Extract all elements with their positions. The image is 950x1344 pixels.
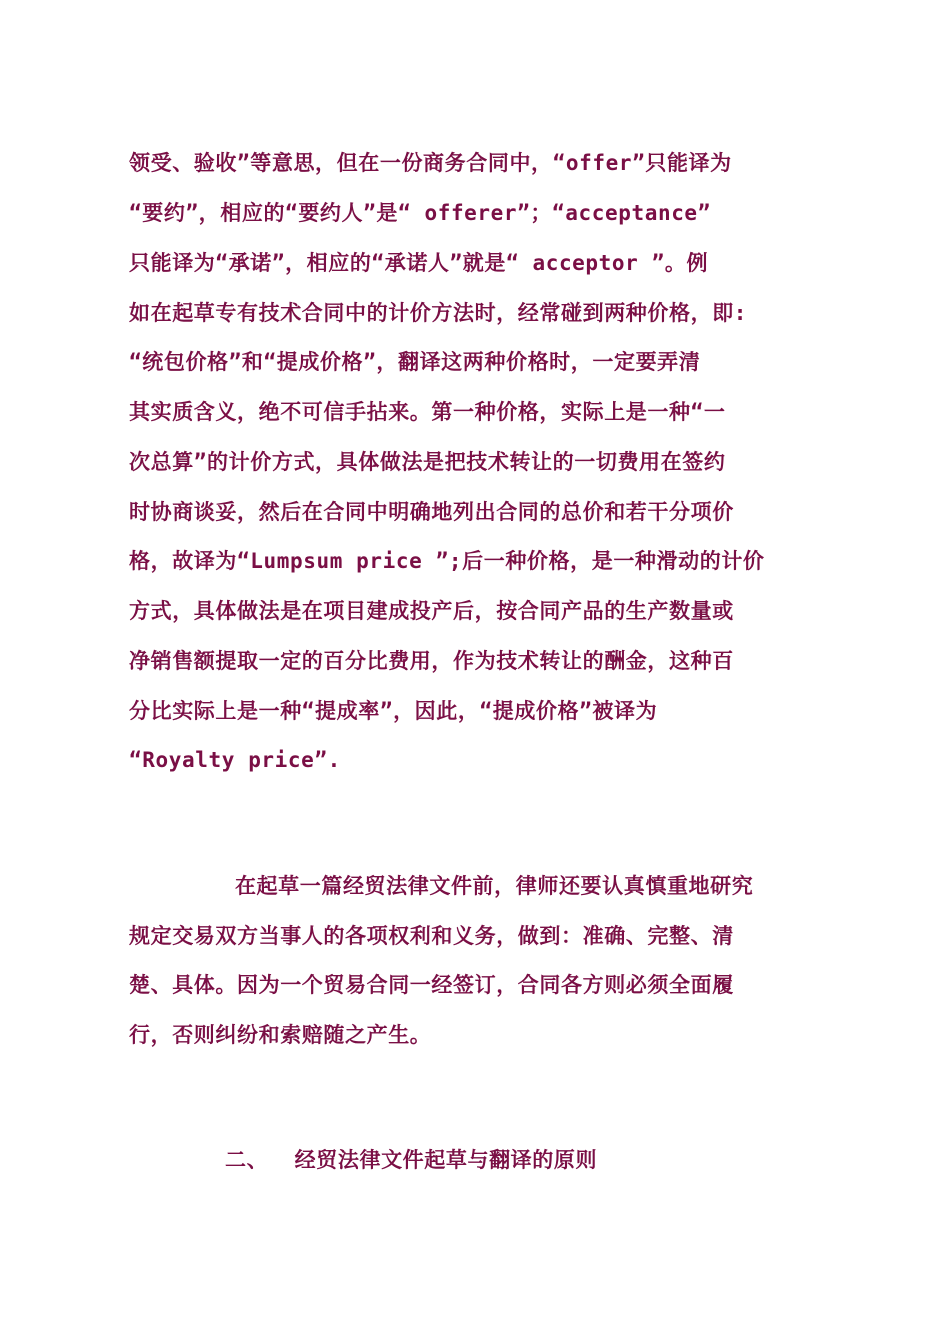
text-line: 次总算”的计价方式，具体做法是把技术转让的一切费用在签约 (129, 450, 726, 474)
text-line: 净销售额提取一定的百分比费用，作为技术转让的酬金，这种百 (129, 649, 734, 673)
text-line: “要约”，相应的“要约人”是“ offerer”；“acceptance” (129, 201, 711, 225)
text-line: 行，否则纠纷和索赔随之产生。 (129, 1023, 432, 1047)
text-line: 领受、验收”等意思，但在一份商务合同中，“offer”只能译为 (129, 151, 732, 175)
text-line: 其实质含义，绝不可信手拈来。第一种价格，实际上是一种“一 (129, 400, 726, 424)
text-line: “统包价格”和“提成价格”，翻译这两种价格时，一定要弄清 (129, 350, 701, 374)
text-line: 在起草一篇经贸法律文件前，律师还要认真慎重地研究 (129, 874, 754, 898)
text-line: 分比实际上是一种“提成率”，因此，“提成价格”被译为 (129, 699, 658, 723)
text-line: 方式，具体做法是在项目建成投产后，按合同产品的生产数量或 (129, 599, 734, 623)
section-heading: 二、 经贸法律文件起草与翻译的原则 (225, 1148, 598, 1172)
text-line: 规定交易双方当事人的各项权利和义务，做到：准确、完整、清 (129, 924, 734, 948)
text-line: 只能译为“承诺”，相应的“承诺人”就是“ acceptor ”。例 (129, 251, 709, 275)
text-line: 楚、具体。因为一个贸易合同一经签订，合同各方则必须全面履 (129, 973, 734, 997)
text-line: 如在起草专有技术合同中的计价方法时，经常碰到两种价格，即: (129, 301, 748, 325)
text-line: 格，故译为“Lumpsum price ”;后一种价格，是一种滑动的计价 (129, 549, 765, 573)
text-line: 时协商谈妥，然后在合同中明确地列出合同的总价和若干分项价 (129, 500, 734, 524)
text-line: “Royalty price”. (129, 748, 341, 772)
